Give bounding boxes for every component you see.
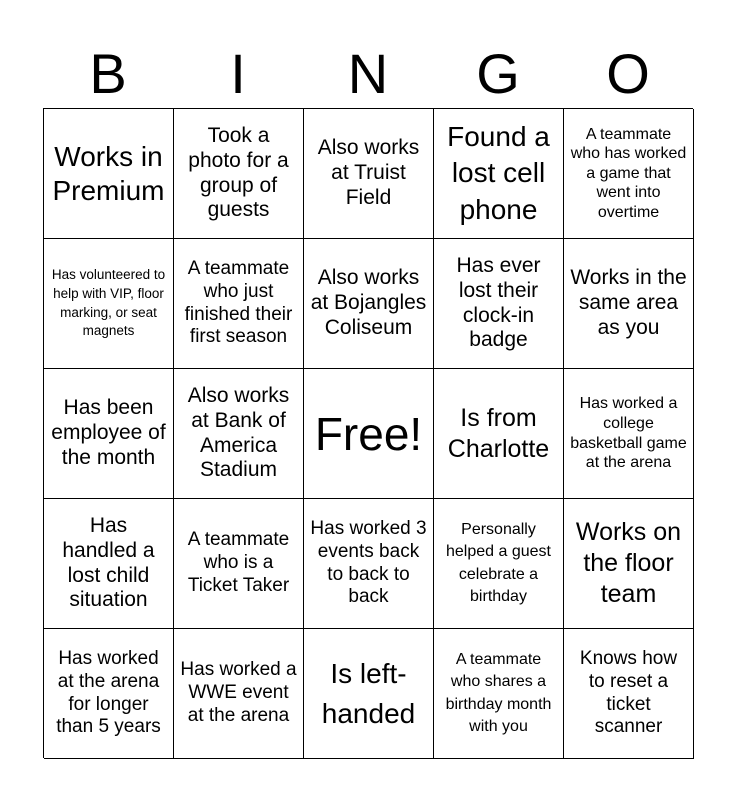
cell-text: A teammate who is a Ticket Taker: [187, 529, 290, 596]
free-space-text: Free!: [314, 407, 423, 460]
cell-text: A teammate who has worked a game that went into overtime: [570, 125, 687, 221]
bingo-cell[interactable]: [564, 499, 694, 629]
bingo-cell[interactable]: [564, 239, 694, 369]
cell-text: A teammate who shares a birthday month with you: [445, 650, 552, 735]
cell-text: Found a lost cell phone: [447, 120, 550, 225]
cell-text: Knows how to reset a ticket scanner: [579, 647, 678, 738]
bingo-cell[interactable]: [564, 629, 694, 759]
cell-text: Works in Premium: [52, 140, 165, 206]
header-letter-b: B: [89, 42, 127, 105]
cell-text: Also works at Bojangles Coliseum: [310, 266, 427, 339]
bingo-cell[interactable]: [44, 239, 174, 369]
cell-text: Personally helped a guest celebrate a birthday: [446, 520, 551, 605]
bingo-board: [43, 108, 693, 758]
cell-text: Has ever lost their clock-in badge: [456, 253, 541, 352]
cell-text: Has worked a WWE event at the arena: [180, 659, 297, 726]
bingo-cell[interactable]: [44, 369, 174, 499]
cell-text: Also works at Bank of America Stadium: [187, 383, 290, 482]
bingo-cell[interactable]: [174, 109, 304, 239]
header-letter-o: O: [606, 42, 650, 105]
cell-text: Has handled a lost child situation: [62, 513, 155, 612]
bingo-cell[interactable]: [434, 369, 564, 499]
cell-text: Has volunteered to help with VIP, floor marking, or seat magnets: [51, 267, 166, 339]
bingo-cell[interactable]: [434, 499, 564, 629]
cell-text: Is from Charlotte: [447, 403, 550, 463]
cell-text: Has worked a college basketball game at the arena: [570, 395, 687, 472]
cell-text: A teammate who just finished their first season: [184, 257, 293, 348]
cell-text: Also works at Truist Field: [317, 136, 420, 209]
bingo-cell[interactable]: [44, 629, 174, 759]
cell-text: Has worked at the arena for longer than 5 years: [56, 647, 161, 738]
bingo-cell[interactable]: [434, 629, 564, 759]
bingo-cell[interactable]: [174, 239, 304, 369]
bingo-cell[interactable]: [304, 629, 434, 759]
bingo-cell[interactable]: [304, 499, 434, 629]
header-letter-g: G: [476, 42, 520, 105]
bingo-cell[interactable]: [44, 109, 174, 239]
cell-text: Took a photo for a group of guests: [188, 123, 289, 222]
free-space-cell[interactable]: [304, 369, 434, 499]
bingo-cell[interactable]: [174, 499, 304, 629]
cell-text: Has worked 3 events back to back to back: [310, 517, 427, 608]
cell-text: Works on the floor team: [575, 518, 682, 608]
cell-text: Works in the same area as you: [570, 266, 687, 339]
cell-text: Is left-handed: [321, 658, 416, 729]
header-letter-n: N: [347, 42, 389, 105]
bingo-cell[interactable]: [304, 109, 434, 239]
bingo-cell[interactable]: [304, 239, 434, 369]
bingo-cell[interactable]: [564, 369, 694, 499]
bingo-cell[interactable]: [44, 499, 174, 629]
header-letter-i: I: [230, 42, 246, 105]
bingo-cell[interactable]: [174, 629, 304, 759]
cell-text: Has been employee of the month: [51, 396, 166, 469]
bingo-header: [43, 40, 693, 108]
bingo-cell[interactable]: [174, 369, 304, 499]
bingo-cell[interactable]: [564, 109, 694, 239]
bingo-cell[interactable]: [434, 239, 564, 369]
bingo-cell[interactable]: [434, 109, 564, 239]
